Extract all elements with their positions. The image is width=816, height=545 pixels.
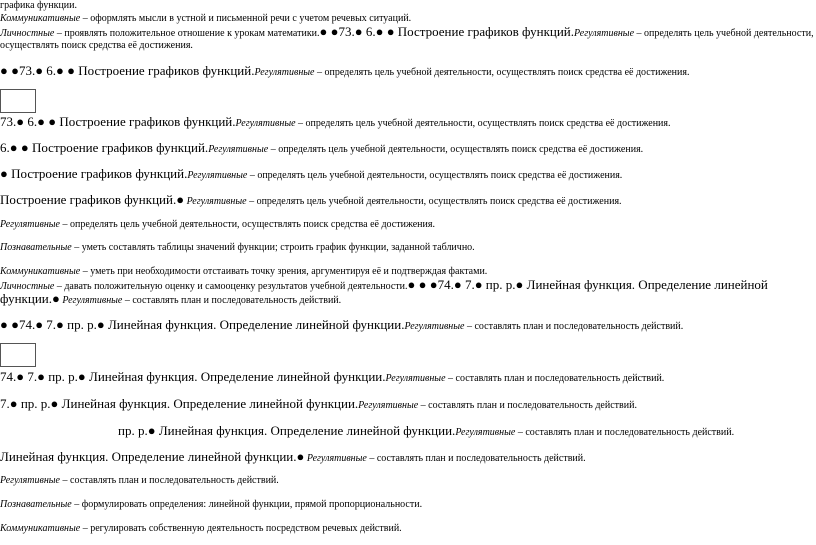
text-line-9: Построение графиков функций.● Регулятивные – определять цель учебной деятельности, осуществлять поиск средства её достижения. (0, 192, 622, 207)
text-line-20: Регулятивные – составлять план и последовательность действий. (0, 475, 279, 486)
text-line-19: Линейная функция. Определение линейной функции.● Регулятивные – составлять план и последовательность действий. (0, 449, 586, 464)
text-line-5: ● ●73.● 6.● ● Построение графиков функций.Регулятивные – определять цель учебной деятельности, осуществлять поиск средства её достижения. (0, 63, 690, 78)
text-line-13: Личностные – давать положительную оценку и самооценку результатов учебной деятельности.● ● ●74.● 7.● пр. р.● Линейная функция. Определение линейной (0, 277, 768, 292)
text-line-21: Познавательные – формулировать определения: линейной функции, прямой пропорциональности. (0, 499, 423, 510)
text-line-3: Личностные – проявлять положительное отношение к урокам математики.● ●73.● 6.● ● Построение графиков функций.Регулятивные – определять цель учебной деятельности, (0, 24, 814, 39)
text-line-7: 6.● ● Построение графиков функций.Регулятивные – определять цель учебной деятельности, осуществлять поиск средства её достижения. (0, 140, 644, 155)
text-line-1: графика функции. (0, 0, 78, 11)
empty-frame-2 (0, 343, 36, 367)
text-line-4: осуществлять поиск средства её достижения. (0, 40, 193, 51)
text-line-15: ● ●74.● 7.● пр. р.● Линейная функция. Определение линейной функции.Регулятивные – составлять план и последовательность действий. (0, 317, 684, 332)
text-line-22: Коммуникативные – регулировать собственную деятельность посредством речевых действий. (0, 523, 402, 534)
text-line-8: ● Построение графиков функций.Регулятивные – определять цель учебной деятельности, осуществлять поиск средства её достижения. (0, 166, 623, 181)
text-line-16: 74.● 7.● пр. р.● Линейная функция. Определение линейной функции.Регулятивные – составлять план и последовательность действий. (0, 369, 665, 384)
text-line-2: Коммуникативные – оформлять мысли в устной и письменной речи с учетом речевых ситуаций. (0, 13, 412, 24)
text-line-17: 7.● пр. р.● Линейная функция. Определение линейной функции.Регулятивные – составлять план и последовательность действий. (0, 396, 637, 411)
text-line-14: функции.● Регулятивные – составлять план и последовательность действий. (0, 291, 342, 306)
text-line-6: 73.● 6.● ● Построение графиков функций.Регулятивные – определять цель учебной деятельности, осуществлять поиск средства её достижения. (0, 114, 671, 129)
text-line-10: Регулятивные – определять цель учебной деятельности, осуществлять поиск средства её достижения. (0, 219, 435, 230)
text-line-12: Коммуникативные – уметь при необходимости отстаивать точку зрения, аргументируя её и подтверждая фактами. (0, 266, 488, 277)
text-line-18: пр. р.● Линейная функция. Определение линейной функции.Регулятивные – составлять план и последовательность действий. (118, 423, 735, 438)
empty-frame-1 (0, 89, 36, 113)
text-line-11: Познавательные – уметь составлять таблицы значений функции; строить график функции, заданной таблично. (0, 242, 475, 253)
